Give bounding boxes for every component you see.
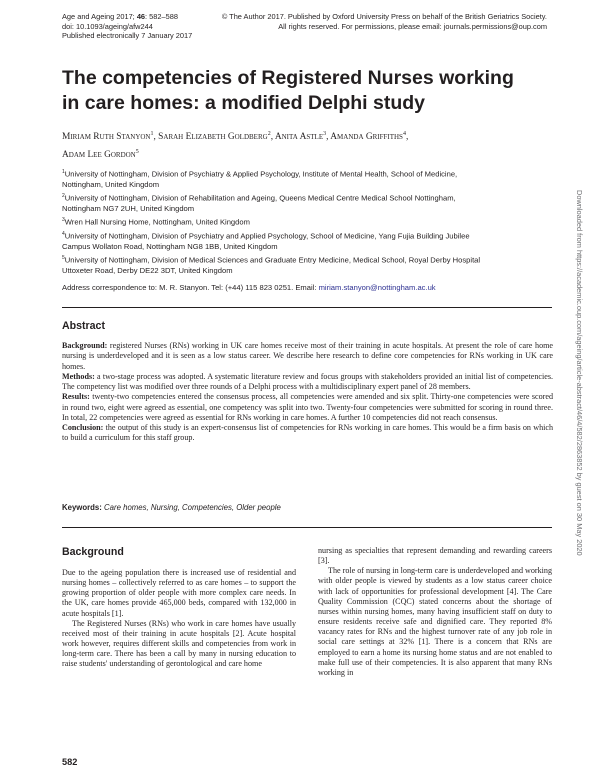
affiliation: $^2$University of Nottingham, Division of Rehabilitation and Ageing, Queens Medical Centre Medical School Nottingham, Nottingham NG7 2UH, United Kingdom	[62, 193, 456, 214]
author-name: Sarah Elizabeth Goldberg	[158, 132, 268, 143]
journal-citation: Age and Ageing 2017; 46: 582–588	[62, 12, 178, 21]
paragraph: The role of nursing in long-term care is underdeveloped and working with older people is viewed by students as a low status career choice with lack of opportunities for professional development [4]. The Care Quality Commission (CQC) stated concerns about the shortage of nurses within nursing homes, many having insufficient staff on duty to ensure residents receive safe and dignified care. They reported 8% vacancy rates for RNs and the highest turnover rate of any job role in social care settings at 32% [1]. There is a concern that RNs are employed to earn a home its nursing home status and are not enabled to make full use of their competencies. It is also apparent that many RNs working in	[318, 566, 552, 677]
doi-link[interactable]: doi: 10.1093/ageing/afw244	[62, 21, 153, 31]
published-date: Published electronically 7 January 2017	[62, 31, 193, 41]
copyright-notice: © The Author 2017. Published by Oxford University Press on behalf of the British Geriatrics Society. All rights reserved. For permissions, please email: journals.permissions@oup.com	[221, 12, 547, 31]
author-name: Miriam Ruth Stanyon	[62, 132, 151, 143]
abstract-methods: Methods: a two-stage process was adopted. A systematic literature review and focus groups with stakeholders provided an initial list of competencies. The competency list was modified over three rounds of a Delphi process with a multidisciplinary expert panel of 28 members.	[62, 371, 553, 391]
abstract-results: Results: twenty-two competencies entered the consensus process, all competencies were amended and six split. Thirty-one competencies were scored in round two, eight were agreed as essential, one competency was split into two. Twenty-four competencies were submitted for scoring in round three. In total, 22 competencies were agreed as essential for RNs working in care homes. A further 10 competencies did not reach consensus.	[62, 392, 553, 422]
page-number: 582	[62, 757, 78, 767]
abstract-conclusion: Conclusion: the output of this study is an expert-consensus list of competencies for RNs working in care homes. This would be a firm basis on which to build a curriculum for this staff group.	[62, 423, 553, 443]
paragraph: Due to the ageing population there is increased use of residential and nursing homes – collectively referred to as care homes – to support the growing proportion of older people with more complex care needs. In the UK, care homes provide 465,000 beds, compared with 132,000 in acute hospitals [1].	[62, 568, 296, 618]
paragraph: The Registered Nurses (RNs) who work in care homes have usually received most of their training in acute hospitals [2]. Acute hospital work however, requires different skills and competencies from work in long-term care. There has been a call by many in nursing education to raise students' understanding of gerontological and care home	[62, 618, 296, 669]
affiliation: $^3$Wren Hall Nursing Home, Nottingham, United Kingdom	[62, 217, 250, 227]
abstract-heading: Abstract	[62, 320, 105, 332]
divider	[62, 307, 552, 308]
download-notice: Downloaded from https://academic.oup.com/ageing/article-abstract/46/4/582/2863852 by guest on 30 May 2020	[575, 190, 584, 556]
paragraph: nursing as specialties that represent demanding and rewarding careers [3].	[318, 546, 552, 566]
author-list: Miriam Ruth Stanyon$^1$, Sarah Elizabeth Goldberg$^2$, Anita Astle$^3$, Amanda Griffiths$^4$, Adam Lee Gordon$^5$	[62, 131, 409, 160]
author-name: Adam Lee Gordon	[62, 149, 136, 160]
section-heading-background: Background	[62, 546, 124, 558]
affiliation: $^4$University of Nottingham, Division of Psychiatry and Applied Psychology, School of Medicine, Yang Fujia Building Jubilee Campus Wollaton Road, Nottingham NG8 1BB, United Kingdom	[62, 230, 470, 251]
divider	[62, 527, 552, 528]
abstract-background: Background: registered Nurses (RNs) working in UK care homes receive most of their training in acute hospitals. At present the role of care home nursing is underdeveloped and it is seen as a low status career. We describe here research to define core competencies for RNs working in UK care homes.	[62, 341, 553, 371]
journal-volume: 46	[136, 12, 146, 21]
abstract-body	[62, 341, 553, 444]
body-column-right	[318, 546, 552, 678]
keywords: Keywords: Care homes, Nursing, Competencies, Older people	[62, 503, 281, 512]
body-column-left	[62, 546, 296, 670]
email-link[interactable]: miriam.stanyon@nottingham.ac.uk	[318, 283, 436, 292]
article-title: The competencies of Registered Nurses working in care homes: a modified Delphi study	[62, 67, 514, 114]
author-name: Anita Astle	[274, 132, 324, 143]
affiliation: $^5$University of Nottingham, Division of Medical Sciences and Graduate Entry Medicine, Medical School, Royal Derby Hospital Uttoxeter Road, Derby DE22 3DT, United Kingdom	[62, 254, 481, 276]
download-sidebar	[570, 190, 584, 590]
journal-header	[62, 12, 192, 41]
affiliation: $^1$University of Nottingham, Division of Psychiatry & Applied Psychology, Institute of Mental Health, School of Medicine, Nottingham, United Kingdom	[62, 169, 458, 190]
author-name: Amanda Griffiths	[330, 132, 403, 143]
correspondence-address: Address correspondence to: M. R. Stanyon. Tel: (+44) 115 823 0251. Email: miriam.stanyon@nottingham.ac.uk	[62, 283, 436, 292]
affiliations	[62, 167, 552, 277]
